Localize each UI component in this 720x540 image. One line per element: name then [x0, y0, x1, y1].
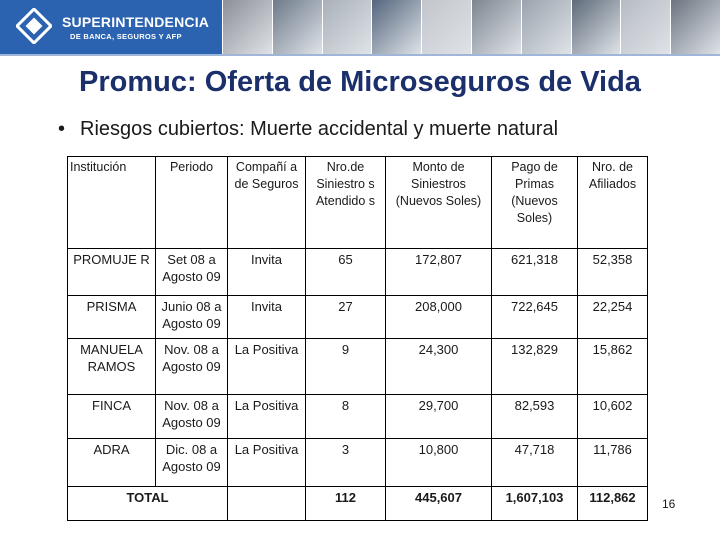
cell-claims-amount: 29,700 — [386, 395, 492, 439]
banner-photo — [371, 0, 421, 54]
table-row — [68, 395, 648, 439]
table-header-row — [68, 157, 648, 249]
banner-photo — [620, 0, 670, 54]
bullet-icon: • — [58, 118, 66, 140]
logo-title: SUPERINTENDENCIA — [62, 14, 210, 30]
banner-photo — [222, 0, 272, 54]
banner-photo — [571, 0, 621, 54]
sbs-logo — [0, 0, 222, 54]
cell-members: 10,602 — [578, 395, 648, 439]
cell-members: 15,862 — [578, 339, 648, 395]
banner-divider — [0, 54, 720, 56]
header-institucion: Institución — [68, 157, 156, 249]
total-company — [228, 487, 306, 521]
table-row — [68, 249, 648, 296]
header-banner — [0, 0, 720, 56]
cell-periodo: Nov. 08 a Agosto 09 — [156, 339, 228, 395]
cell-periodo: Nov. 08 a Agosto 09 — [156, 395, 228, 439]
cell-institucion: PRISMA — [68, 296, 156, 339]
bullet-text: Riesgos cubiertos: Muerte accidental y muerte natural — [80, 118, 559, 140]
cell-members: 52,358 — [578, 249, 648, 296]
cell-claims-amount: 172,807 — [386, 249, 492, 296]
header-periodo: Periodo — [156, 157, 228, 249]
total-premiums: 1,607,103 — [492, 487, 578, 521]
cell-claims: 9 — [306, 339, 386, 395]
total-claims: 112 — [306, 487, 386, 521]
table-row — [68, 439, 648, 487]
total-claims-amount: 445,607 — [386, 487, 492, 521]
banner-photo — [421, 0, 471, 54]
banner-photo — [471, 0, 521, 54]
table-row — [68, 296, 648, 339]
cell-compania: La Positiva — [228, 439, 306, 487]
bullet-point — [58, 118, 558, 141]
cell-premiums: 82,593 — [492, 395, 578, 439]
cell-premiums: 621,318 — [492, 249, 578, 296]
slide-title: Promuc: Oferta de Microseguros de Vida — [79, 66, 641, 98]
cell-members: 11,786 — [578, 439, 648, 487]
photo-strip — [222, 0, 720, 54]
microinsurance-table — [67, 156, 648, 521]
header-monto-siniestros: Monto de Siniestros (Nuevos Soles) — [386, 157, 492, 249]
header-pago-primas: Pago de Primas (Nuevos Soles) — [492, 157, 578, 249]
header-compania: Compañí a de Seguros — [228, 157, 306, 249]
cell-institucion: MANUELA RAMOS — [68, 339, 156, 395]
cell-institucion: FINCA — [68, 395, 156, 439]
cell-compania: Invita — [228, 296, 306, 339]
logo-subtitle: DE BANCA, SEGUROS Y AFP — [70, 32, 182, 41]
total-members: 112,862 — [578, 487, 648, 521]
cell-premiums: 722,645 — [492, 296, 578, 339]
diamond-logo-icon — [16, 8, 52, 44]
cell-claims: 3 — [306, 439, 386, 487]
table-total-row — [68, 487, 648, 521]
banner-photo — [670, 0, 720, 54]
cell-institucion: ADRA — [68, 439, 156, 487]
cell-members: 22,254 — [578, 296, 648, 339]
banner-photo — [272, 0, 322, 54]
table-row — [68, 339, 648, 395]
cell-claims: 27 — [306, 296, 386, 339]
cell-periodo: Set 08 a Agosto 09 — [156, 249, 228, 296]
cell-claims-amount: 24,300 — [386, 339, 492, 395]
cell-premiums: 47,718 — [492, 439, 578, 487]
header-nro-afiliados: Nro. de Afiliados — [578, 157, 648, 249]
cell-compania: Invita — [228, 249, 306, 296]
cell-claims-amount: 208,000 — [386, 296, 492, 339]
cell-institucion: PROMUJE R — [68, 249, 156, 296]
cell-compania: La Positiva — [228, 339, 306, 395]
cell-claims-amount: 10,800 — [386, 439, 492, 487]
cell-premiums: 132,829 — [492, 339, 578, 395]
total-label: TOTAL — [68, 487, 228, 521]
cell-claims: 65 — [306, 249, 386, 296]
cell-compania: La Positiva — [228, 395, 306, 439]
cell-periodo: Junio 08 a Agosto 09 — [156, 296, 228, 339]
header-nro-siniestros: Nro.de Siniestro s Atendido s — [306, 157, 386, 249]
page-number: 16 — [662, 497, 676, 511]
cell-claims: 8 — [306, 395, 386, 439]
banner-photo — [521, 0, 571, 54]
cell-periodo: Dic. 08 a Agosto 09 — [156, 439, 228, 487]
banner-photo — [322, 0, 372, 54]
